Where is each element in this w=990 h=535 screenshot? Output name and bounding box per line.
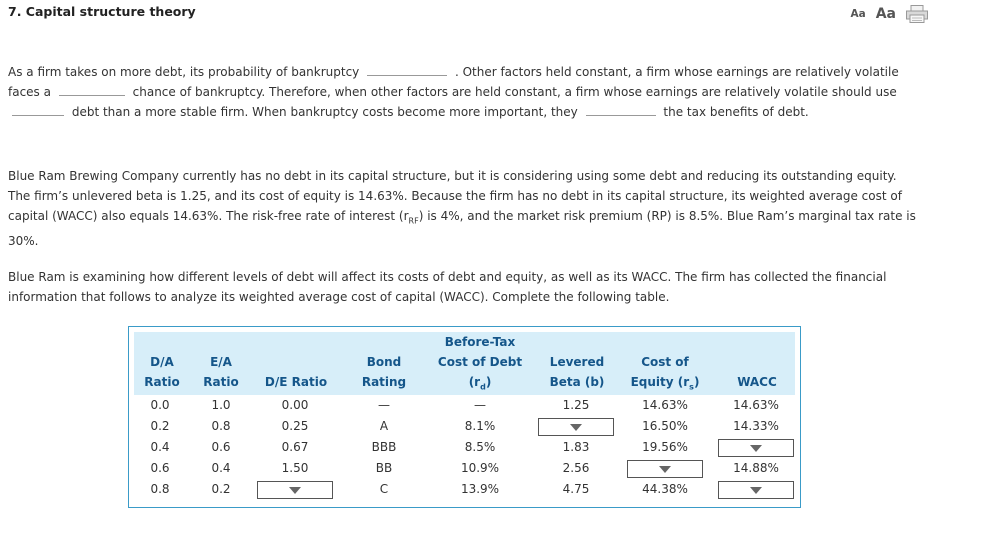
toolbar xyxy=(850,5,928,23)
cell-beta: 1.25 xyxy=(562,398,590,412)
company-paragraph xyxy=(8,166,920,251)
cell-ea: 1.0 xyxy=(211,398,231,412)
chevron-down-icon xyxy=(750,445,762,452)
para1-text-5: debt than a more stable firm. When bankruptcy costs become more important, they xyxy=(71,105,578,119)
cell-rd: 10.9% xyxy=(460,461,500,475)
col-header-beta-line2: Beta (b) xyxy=(549,375,605,389)
cell-rd: 8.1% xyxy=(464,419,496,433)
para2-text-b: ) is 4%, and the market risk premium (RP) is 8.5%. Blue Ram’s marginal tax rate is 30%. xyxy=(8,209,916,249)
answer-dropdown-wacc[interactable] xyxy=(718,439,794,457)
col-header-da-line2: Ratio xyxy=(144,375,180,389)
col-header-wacc xyxy=(722,372,792,392)
bankruptcy-paragraph xyxy=(8,62,920,122)
cell-wacc: 14.33% xyxy=(733,419,779,433)
cell-bond: — xyxy=(378,398,390,412)
col-header-ea-line2: Ratio xyxy=(203,375,239,389)
cell-rs: 16.50% xyxy=(642,419,688,433)
col-header-beta xyxy=(541,352,613,392)
col-header-da-line1: D/A xyxy=(150,355,174,369)
cell-rd: 13.9% xyxy=(460,482,500,496)
cell-rd: 8.5% xyxy=(464,440,496,454)
answer-dropdown-rs[interactable] xyxy=(627,460,703,478)
col-header-bond-line2: Rating xyxy=(361,375,407,389)
cell-ea: 0.2 xyxy=(211,482,231,496)
para1-text-2: . Other factors held constant, a firm whose earnings are relatively volatile xyxy=(454,65,899,79)
cell-de: 1.50 xyxy=(281,461,309,475)
col-header-rd-line3 xyxy=(433,372,527,397)
col-header-ea-line1: E/A xyxy=(210,355,232,369)
answer-blank-4[interactable] xyxy=(586,102,656,116)
cell-da: 0.2 xyxy=(150,419,170,433)
col-header-beta-line1: Levered xyxy=(549,355,605,369)
instructions-paragraph xyxy=(8,267,920,307)
answer-dropdown-wacc[interactable] xyxy=(718,481,794,499)
font-size-small-button[interactable]: Aa xyxy=(850,8,866,20)
rd-close-paren: ) xyxy=(485,375,492,389)
cell-da: 0.6 xyxy=(150,461,170,475)
cell-beta: 4.75 xyxy=(562,482,590,496)
cell-da: 0.8 xyxy=(150,482,170,496)
wacc-table xyxy=(128,326,801,508)
rs-subscript: s xyxy=(689,382,694,392)
para1-text-3: faces a xyxy=(8,85,51,99)
cell-de: 0.00 xyxy=(281,398,309,412)
rf-subscript: RF xyxy=(408,216,419,226)
col-header-rd-line2: Cost of Debt xyxy=(437,355,523,369)
col-header-bond-line1: Bond xyxy=(366,355,402,369)
chevron-down-icon xyxy=(750,487,762,494)
rs-symbol: Equity (r xyxy=(630,375,690,389)
chevron-down-icon xyxy=(289,487,301,494)
para3-text: Blue Ram is examining how different levels of debt will affect its costs of debt and equity, as well as its WACC. The firm has collected the financial information that follows to analyze its weighted average cost of capital (WACC). Complete the following table. xyxy=(8,270,887,304)
answer-dropdown-beta[interactable] xyxy=(538,418,614,436)
cell-rs: 44.38% xyxy=(642,482,688,496)
cell-ea: 0.8 xyxy=(211,419,231,433)
para1-text-6: the tax benefits of debt. xyxy=(663,105,809,119)
cell-rs: 19.56% xyxy=(642,440,688,454)
col-header-de xyxy=(256,372,336,392)
para1-text-1: As a firm takes on more debt, its probability of bankruptcy xyxy=(8,65,360,79)
chevron-down-icon xyxy=(659,466,671,473)
cell-da: 0.4 xyxy=(150,440,170,454)
answer-blank-3[interactable] xyxy=(12,102,64,116)
col-header-rs xyxy=(626,352,704,397)
answer-blank-1[interactable] xyxy=(367,62,447,76)
cell-de: 0.25 xyxy=(281,419,309,433)
answer-dropdown-de[interactable] xyxy=(257,481,333,499)
rd-symbol: (r xyxy=(468,375,481,389)
font-size-large-button[interactable]: Aa xyxy=(875,6,896,22)
cell-rs: 14.63% xyxy=(642,398,688,412)
rs-close-paren: ) xyxy=(693,375,700,389)
col-header-de-line1: D/E Ratio xyxy=(264,375,328,389)
page-title: 7. Capital structure theory xyxy=(8,4,196,19)
cell-da: 0.0 xyxy=(150,398,170,412)
rd-subscript: d xyxy=(480,382,486,392)
col-header-rd-line1: Before-Tax xyxy=(444,335,516,349)
cell-bond: A xyxy=(379,419,389,433)
col-header-da xyxy=(138,352,186,392)
para2-text-a: Blue Ram Brewing Company currently has no debt in its capital structure, but it is considering using some debt and reducing its outstanding equity. The firm’s unlevered beta is 1.25, and its cost of equity is 14.63%. Because the firm has no debt in its capital structure, its weighted average cost of capital (WACC) also equals 14.63%. The risk-free rate of interest (r xyxy=(8,169,902,223)
cell-beta: 1.83 xyxy=(562,440,590,454)
cell-de: 0.67 xyxy=(281,440,309,454)
cell-wacc: 14.63% xyxy=(733,398,779,412)
col-header-rs-line2 xyxy=(626,372,704,397)
col-header-rd xyxy=(433,332,527,397)
col-header-bond xyxy=(356,352,412,392)
cell-beta: 2.56 xyxy=(562,461,590,475)
cell-bond: BBB xyxy=(371,440,397,454)
printer-icon[interactable] xyxy=(906,5,928,23)
cell-rd: — xyxy=(474,398,486,412)
answer-blank-2[interactable] xyxy=(59,82,125,96)
col-header-rs-line1: Cost of xyxy=(641,355,689,369)
cell-ea: 0.4 xyxy=(211,461,231,475)
para1-text-4: chance of bankruptcy. Therefore, when other factors are held constant, a firm whose earnings are relatively volatile should use xyxy=(132,85,897,99)
chevron-down-icon xyxy=(570,424,582,431)
table-header xyxy=(134,332,795,395)
col-header-wacc-line1: WACC xyxy=(737,375,777,389)
cell-bond: BB xyxy=(375,461,393,475)
cell-wacc: 14.88% xyxy=(733,461,779,475)
cell-ea: 0.6 xyxy=(211,440,231,454)
cell-bond: C xyxy=(379,482,389,496)
col-header-ea xyxy=(198,352,244,392)
